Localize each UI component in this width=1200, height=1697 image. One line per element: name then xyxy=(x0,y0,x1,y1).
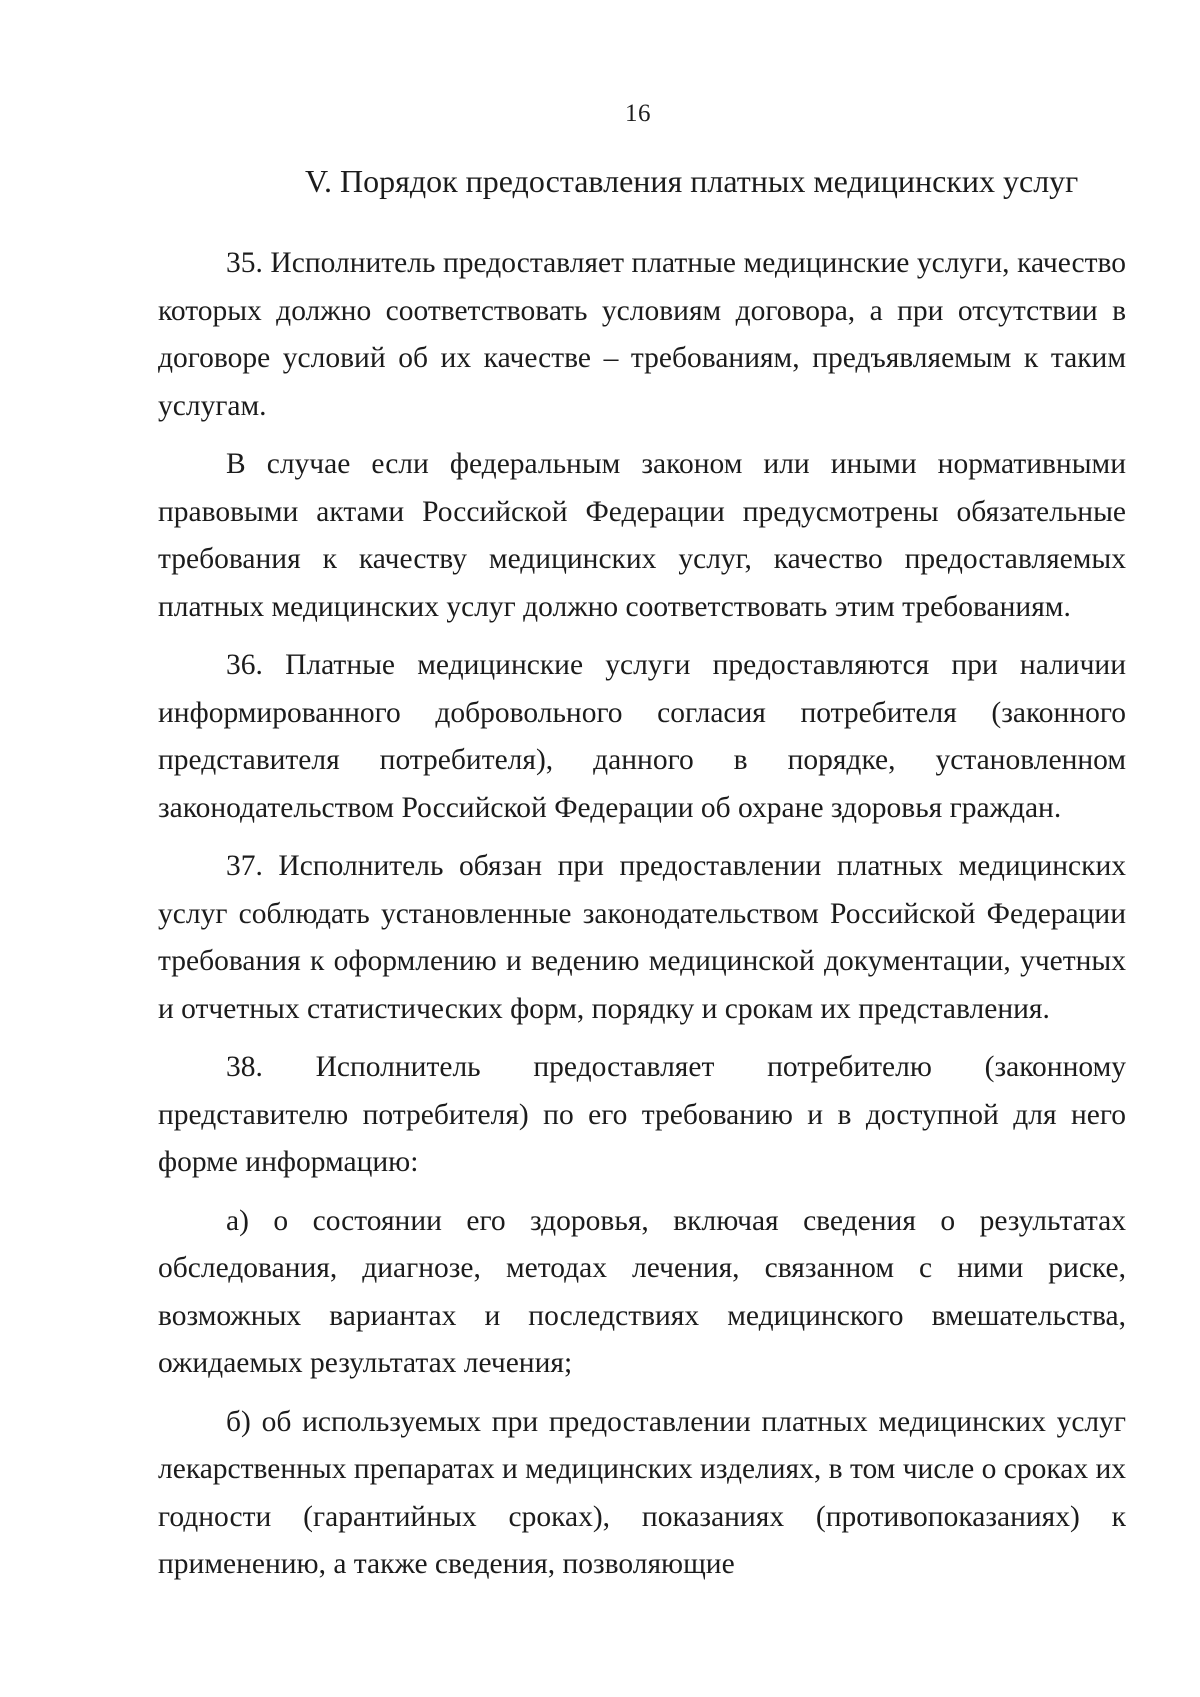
document-body xyxy=(158,240,1126,1589)
paragraph-36: 36. Платные медицинские услуги предоставляются при наличии информированного добровольного согласия потребителя (законного представителя потребителя), данного в порядке, установленном законодательством Российской Федерации об охране здоровья граждан. xyxy=(158,649,1126,824)
paragraph-38: 38. Исполнитель предоставляет потребителю (законному представителю потребителя) по его требованию и в доступной для него форме информацию: xyxy=(158,1051,1126,1178)
paragraph-37: 37. Исполнитель обязан при предоставлении платных медицинских услуг соблюдать установленные законодательством Российской Федерации требования к оформлению и ведению медицинской документации, учетных и отчетных статистических форм, порядку и срокам их представления. xyxy=(158,850,1126,1025)
paragraph-38-item-b: б) об используемых при предоставлении платных медицинских услуг лекарственных препаратах и медицинских изделиях, в том числе о сроках их годности (гарантийных сроках), показаниях (противопоказаниях) к применению, а также сведения, позволяющие xyxy=(158,1405,1126,1580)
paragraph-35-continuation: В случае если федеральным законом или иными нормативными правовыми актами Российской Федерации предусмотрены обязательные требования к качеству медицинских услуг, качество предоставляемых платных медицинских услуг должно соответствовать этим требованиям. xyxy=(158,448,1126,623)
page-number: 16 xyxy=(625,100,651,127)
paragraph-38-item-a: а) о состоянии его здоровья, включая сведения о результатах обследования, диагнозе, методах лечения, связанном с ними риске, возможных вариантах и последствиях медицинского вмешательства, ожидаемых результатах лечения; xyxy=(158,1204,1126,1379)
paragraph-35: 35. Исполнитель предоставляет платные медицинские услуги, качество которых должно соответствовать условиям договора, а при отсутствии в договоре условий об их качестве – требованиям, предъявляемым к таким услугам. xyxy=(158,247,1126,422)
section-heading: V. Порядок предоставления платных медицинских услуг xyxy=(305,163,1079,199)
